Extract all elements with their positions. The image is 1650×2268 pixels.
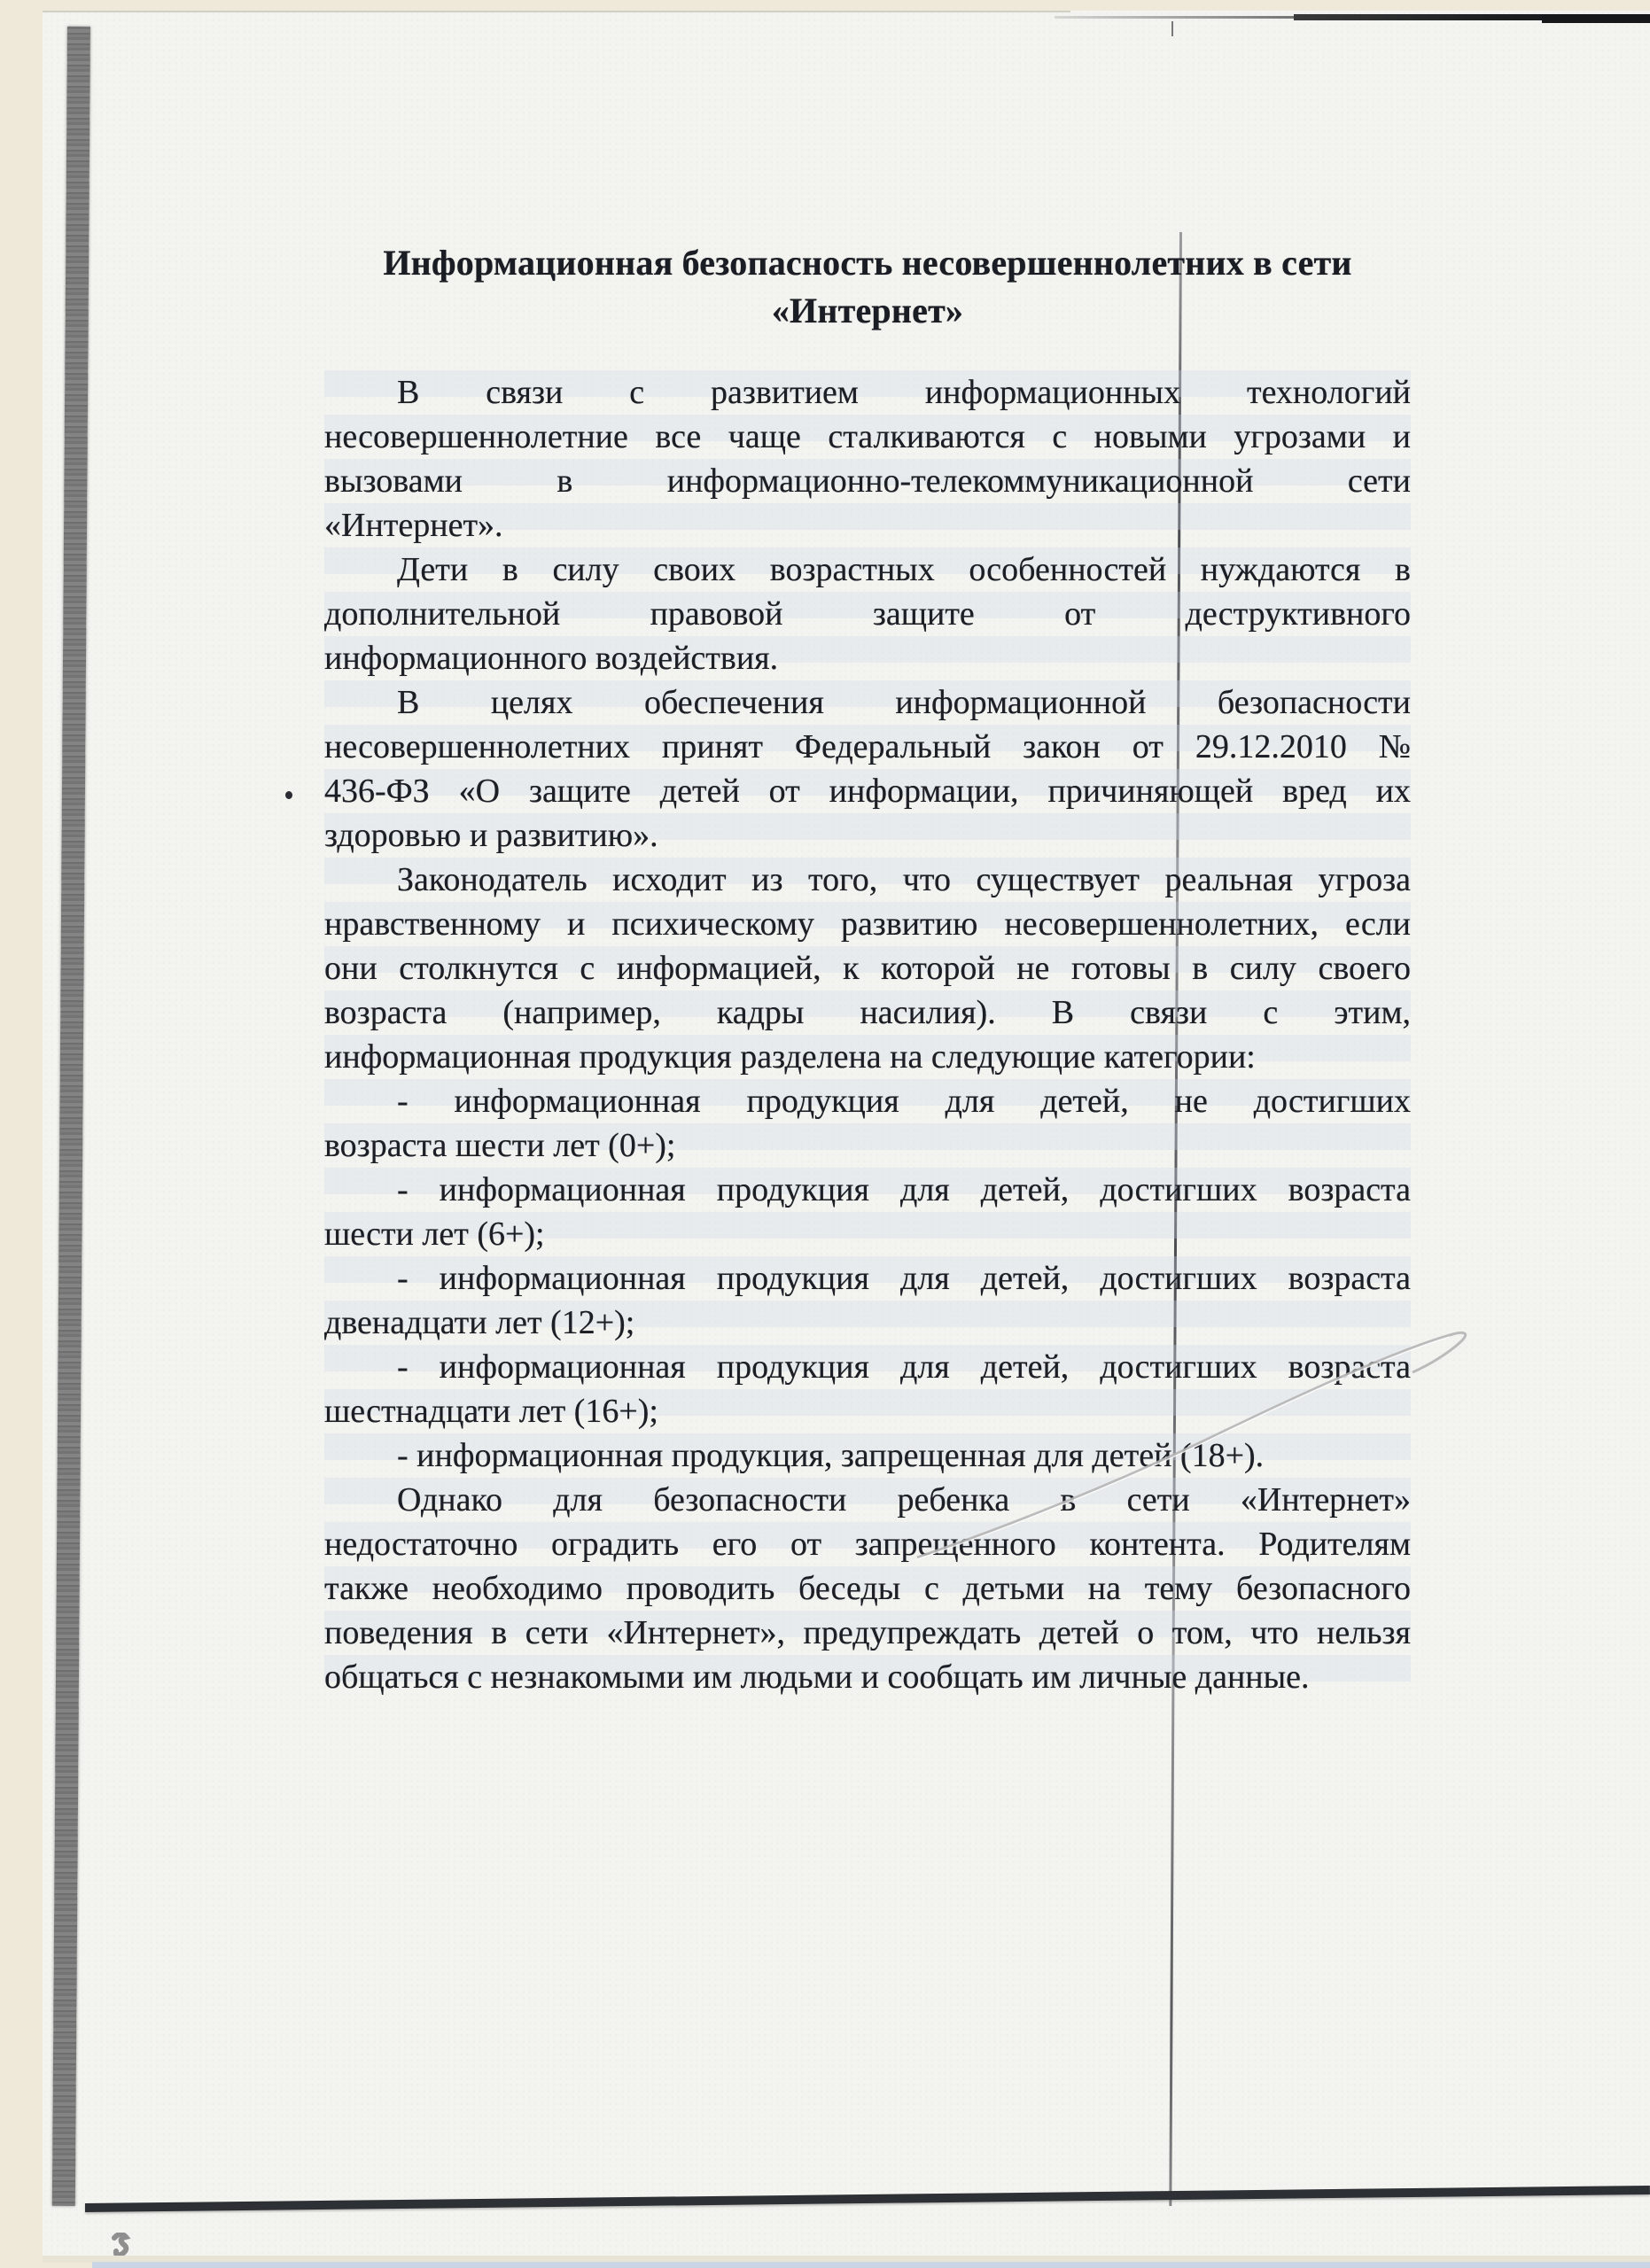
text-line: поведения в сети «Интернет», предупреждать детей о том, что нельзя (324, 1614, 1411, 1651)
text-line: шестнадцати лет (16+); (324, 1393, 658, 1430)
text-line: здоровью и развитию». (324, 817, 658, 854)
paper-top-edge-artifact (43, 11, 1070, 12)
paragraph (324, 1345, 1411, 1433)
paragraph (324, 1256, 1411, 1345)
paragraphs (324, 370, 1411, 1699)
paragraph (324, 370, 1411, 548)
document-title (324, 239, 1411, 335)
paragraph (324, 1079, 1411, 1168)
text-line: вызовами в информационно-телекоммуникационной сети (324, 462, 1411, 500)
text-line: дополнительной правовой защите от деструктивного (324, 595, 1411, 633)
scanner-bottom-strip (92, 2262, 1650, 2268)
text-line: также необходимо проводить беседы с детьми на тему безопасного (324, 1570, 1411, 1607)
ink-dot-artifact (285, 791, 292, 799)
text-line: - информационная продукция для детей, достигших возраста (397, 1260, 1411, 1297)
paragraph (324, 1168, 1411, 1256)
text-line: 436-ФЗ «О защите детей от информации, причиняющей вред их (324, 773, 1411, 810)
text-line: информационная продукция разделена на следующие категории: (324, 1038, 1256, 1076)
paragraph (324, 858, 1411, 1079)
text-line: несовершеннолетние все чаще сталкиваются с новыми угрозами и (324, 418, 1411, 455)
text-line: Законодатель исходит из того, что существует реальная угроза (397, 861, 1411, 898)
text-line: возраста (например, кадры насилия). В связи с этим, (324, 994, 1411, 1031)
text-line: В целях обеспечения информационной безопасности (397, 684, 1411, 721)
scan-line-segment (1542, 14, 1650, 23)
title-line-1: Информационная безопасность несовершеннолетних в сети (383, 243, 1352, 283)
text-line: шести лет (6+); (324, 1216, 545, 1253)
paragraph (324, 680, 1411, 858)
text-line: возраста шести лет (0+); (324, 1127, 676, 1164)
text-line: нравственному и психическому развитию несовершеннолетних, если (324, 905, 1411, 943)
text-line: - информационная продукция, запрещенная для детей (18+). (397, 1437, 1265, 1474)
text-line: Дети в силу своих возрастных особенностей нуждаются в (397, 551, 1411, 588)
text-line: информационного воздействия. (324, 640, 779, 677)
top-right-scan-line-artifact (1055, 14, 1650, 23)
text-line: они столкнутся с информацией, к которой не готовы в силу своего (324, 950, 1411, 987)
text-line: - информационная продукция для детей, не достигших (397, 1083, 1411, 1120)
text-line: Однако для безопасности ребенка в сети «Интернет» (397, 1481, 1411, 1518)
text-line: общаться с незнакомыми им людьми и сообщать им личные данные. (324, 1658, 1310, 1696)
text-line: В связи с развитием информационных технологий (397, 374, 1411, 411)
paragraph (324, 548, 1411, 680)
paragraph (324, 1433, 1411, 1478)
paragraph (324, 1478, 1411, 1699)
text-line: - информационная продукция для детей, достигших возраста (397, 1171, 1411, 1208)
text-line: - информационная продукция для детей, достигших возраста (397, 1348, 1411, 1386)
scan-line-segment (1055, 16, 1303, 19)
text-line: «Интернет». (324, 507, 503, 544)
text-line: недостаточно оградить его от запрещенного контента. Родителям (324, 1526, 1411, 1563)
title-line-2: «Интернет» (771, 291, 964, 330)
fold-line-tick-artifact (1171, 21, 1173, 36)
text-line: несовершеннолетних принят Федеральный закон от 29.12.2010 № (324, 728, 1411, 765)
text-line: двенадцати лет (12+); (324, 1304, 635, 1341)
